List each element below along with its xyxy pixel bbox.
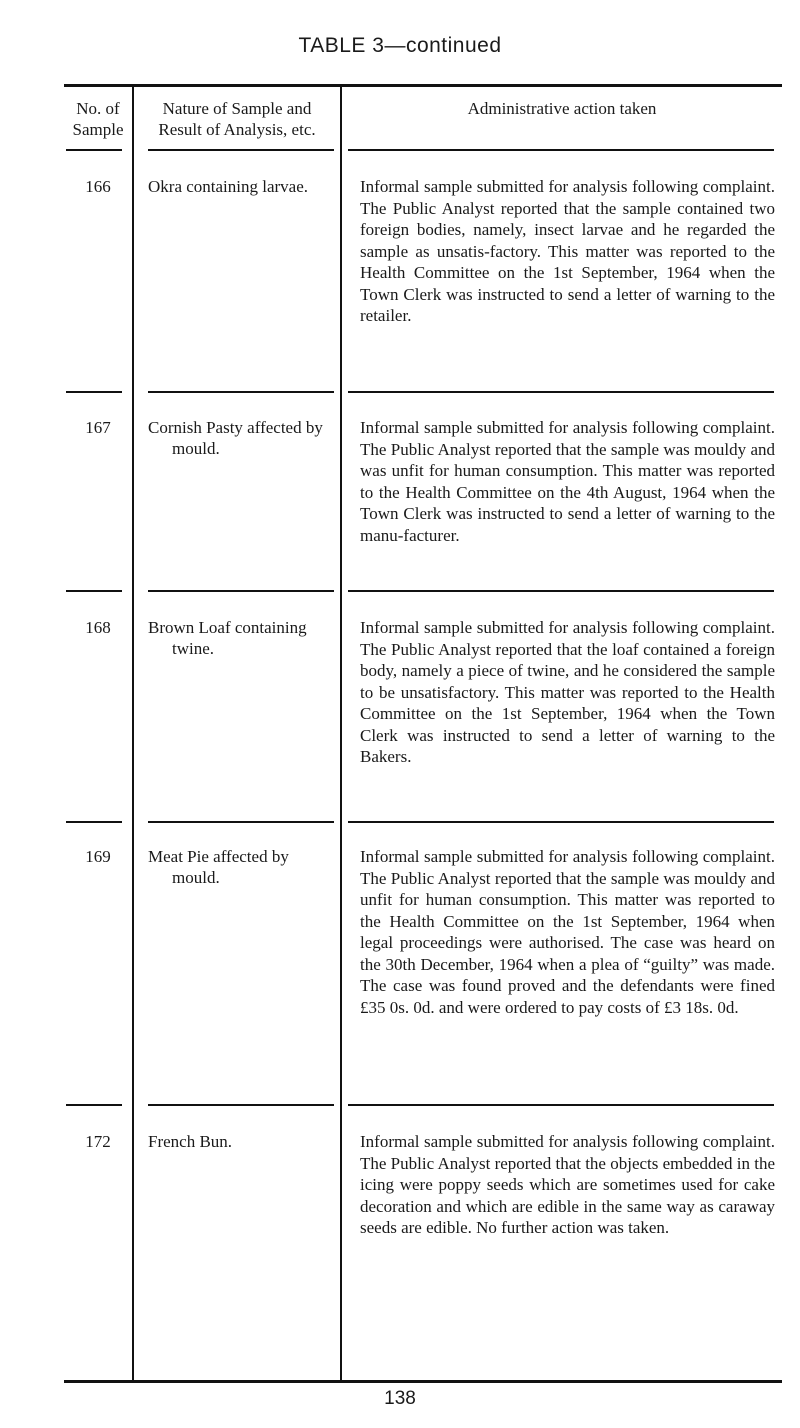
sample-nature: Okra containing larvae. [148, 177, 309, 196]
header-sample-number-line1: No. of [76, 99, 120, 118]
page-title: TABLE 3—continued [298, 34, 502, 57]
header-nature-line2: Result of Analysis, etc. [158, 120, 316, 139]
header-rule-col3 [348, 149, 774, 151]
row-rule-col1 [66, 590, 122, 592]
sample-number: 166 [85, 177, 111, 196]
header-rule-col2 [148, 149, 334, 151]
row-rule-col1 [66, 821, 122, 823]
sample-number: 167 [85, 418, 111, 437]
sample-number: 168 [85, 618, 111, 637]
row-rule-col2 [148, 821, 334, 823]
row-rule-col3 [348, 821, 774, 823]
row-rule-col2 [148, 391, 334, 393]
page-number: 138 [384, 1388, 416, 1409]
sample-number: 169 [85, 847, 111, 866]
header-action: Administrative action taken [467, 99, 657, 118]
header-nature-line1: Nature of Sample and [162, 99, 312, 118]
row-rule-col1 [66, 391, 122, 393]
sample-nature: French Bun. [148, 1132, 233, 1151]
row-rule-col3 [348, 590, 774, 592]
row-rule-col1 [66, 1104, 122, 1106]
sample-nature: Cornish Pasty affected by mould. [148, 418, 323, 458]
sample-table [64, 84, 782, 1384]
row-rule-col3 [348, 391, 774, 393]
sample-nature: Brown Loaf containing twine. [148, 618, 307, 658]
column-divider-1 [132, 87, 134, 1381]
column-divider-2 [340, 87, 342, 1381]
header-nature [134, 98, 340, 140]
administrative-action: Informal sample submitted for analysis following complaint. The Public Analyst reported that the sample was mouldy and was unfit for human consumption. This matter was reported to the Health Committee on the 4th August, 1964 when the Town Clerk was instructed to send a letter of warning to the manu-facturer. [360, 418, 775, 545]
table-bottom-rule [64, 1380, 782, 1383]
administrative-action: Informal sample submitted for analysis following complaint. The Public Analyst reported that the sample contained two foreign bodies, namely, insect larvae and he regarded the sample as unsatis-factory. This matter was reported to the Health Committee on the 1st September, 1964 when the Town Clerk was instructed to send a letter of warning to the retailer. [360, 177, 775, 325]
table-top-rule [64, 84, 782, 87]
row-rule-col2 [148, 1104, 334, 1106]
sample-number: 172 [85, 1132, 111, 1151]
administrative-action: Informal sample submitted for analysis following complaint. The Public Analyst reported that the objects embedded in the icing were poppy seeds which are sometimes used for cake decoration and which are edible in the same way as caraway seeds are edible. No further action was taken. [360, 1132, 775, 1237]
header-rule-col1 [66, 149, 122, 151]
row-rule-col2 [148, 590, 334, 592]
administrative-action: Informal sample submitted for analysis following complaint. The Public Analyst reported that the sample was mouldy and unfit for human consumption. This matter was reported to the Health Committee on the 1st September, 1964 when legal proceedings were authorised. The case was heard on the 30th December, 1964 when a plea of “guilty” was made. The case was found proved and the defendants were fined £35 0s. 0d. and were ordered to pay costs of £3 18s. 0d. [360, 847, 775, 1017]
administrative-action: Informal sample submitted for analysis following complaint. The Public Analyst reported that the loaf contained a foreign body, namely a piece of twine, and he considered the sample to be unsatisfactory. This matter was reported to the Health Committee on the 1st September, 1964 when the Town Clerk was instructed to send a letter of warning to the Bakers. [360, 618, 775, 766]
header-sample-number [64, 98, 132, 140]
sample-nature: Meat Pie affected by mould. [148, 847, 289, 887]
row-rule-col3 [348, 1104, 774, 1106]
header-sample-number-line2: Sample [72, 120, 124, 139]
